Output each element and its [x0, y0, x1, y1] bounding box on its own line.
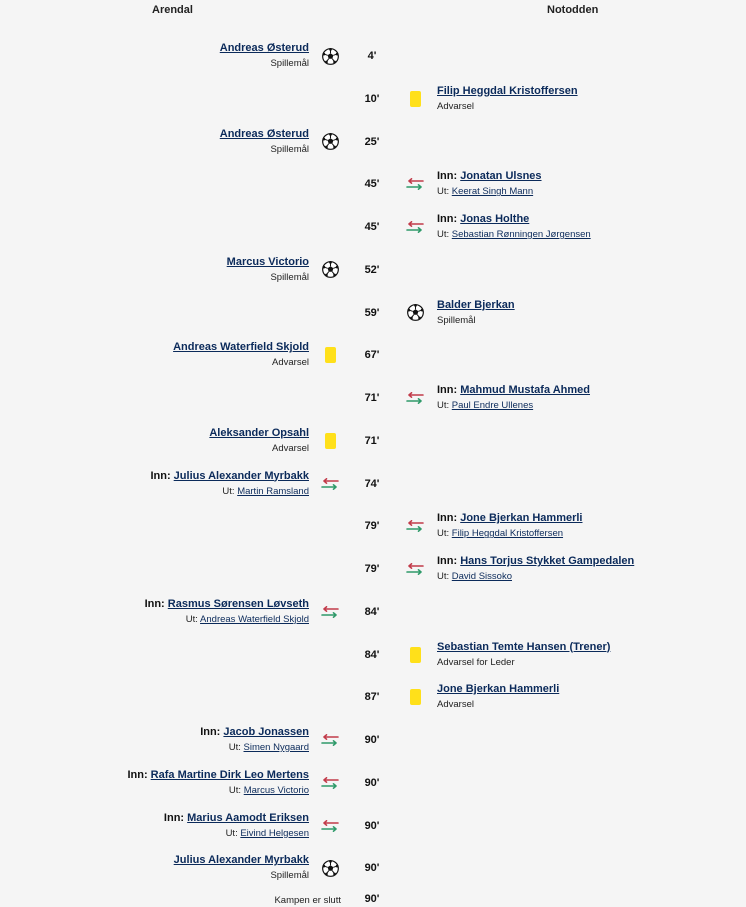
player-line [174, 853, 309, 868]
substitution-icon [321, 475, 339, 493]
event-details [437, 169, 542, 199]
event-minute: 90' [364, 862, 380, 875]
event-minute: 67' [364, 349, 380, 362]
yellow-card-icon [406, 90, 424, 108]
player-link[interactable]: Marcus Victorio [226, 255, 309, 268]
event-details [173, 340, 309, 370]
in-label: Inn: [127, 768, 151, 781]
event-minute: 45' [364, 178, 380, 191]
out-label: Ut: [185, 613, 201, 625]
event-minute: 45' [364, 221, 380, 233]
player-line [437, 640, 610, 655]
out-label: Ut: [225, 827, 241, 839]
substitution-icon [406, 560, 424, 578]
event-row [0, 506, 746, 546]
substitution-icon [321, 603, 339, 621]
player-out-line [200, 740, 309, 755]
substitution-icon [406, 389, 424, 407]
event-minute: 25' [364, 135, 380, 148]
event-details [437, 298, 515, 328]
in-label: Inn: [144, 597, 168, 610]
event-note: Spillemål [270, 271, 309, 283]
player-line [437, 84, 578, 99]
event-minute: 4' [367, 50, 377, 62]
event-note: Spillemål [270, 58, 309, 69]
event-row [0, 549, 746, 589]
player-in-link[interactable]: Jonas Holthe [460, 213, 530, 225]
in-label: Inn: [200, 726, 224, 738]
event-details [200, 725, 309, 755]
event-details [437, 84, 578, 114]
event-row [0, 421, 746, 461]
player-out-line [127, 783, 309, 798]
event-details [437, 212, 591, 242]
player-link[interactable]: Balder Bjerkan [437, 298, 515, 311]
player-line [437, 682, 559, 697]
event-row [0, 592, 746, 632]
event-details [220, 127, 309, 157]
player-link[interactable]: Andreas Østerud [219, 42, 309, 54]
player-line [220, 41, 309, 56]
event-minute: 59' [364, 306, 380, 319]
event-note: Advarsel for Leder [437, 656, 515, 668]
event-note: Advarsel [272, 442, 309, 454]
event-details [437, 383, 590, 413]
player-out-line [437, 569, 634, 584]
football-icon [321, 261, 339, 279]
substitution-icon [406, 218, 424, 236]
football-icon [321, 133, 339, 151]
event-minute: 90' [364, 734, 380, 746]
event-details [437, 682, 559, 712]
out-label: Ut: [437, 186, 452, 198]
event-minute: 84' [364, 605, 380, 618]
yellow-card-icon [321, 346, 339, 364]
yellow-card-icon [406, 646, 424, 664]
event-minute: 79' [364, 520, 380, 533]
event-row [0, 293, 746, 333]
player-in-link[interactable]: Jacob Jonassen [223, 726, 309, 738]
substitution-icon [321, 817, 339, 835]
event-details [145, 597, 309, 627]
event-details [209, 426, 309, 456]
out-label: Ut: [437, 229, 452, 240]
in-label: Inn: [163, 811, 188, 824]
player-in-line [437, 554, 634, 569]
player-line [220, 127, 309, 142]
event-minute: 87' [364, 691, 380, 704]
event-row [0, 250, 746, 290]
yellow-card-icon [321, 432, 339, 450]
event-details [220, 41, 309, 71]
event-details [127, 768, 309, 798]
event-note: Spillemål [270, 870, 309, 882]
event-row [0, 164, 746, 204]
event-minute: 79' [364, 563, 380, 575]
event-minute: 90' [364, 776, 380, 789]
player-in-line [150, 469, 309, 484]
player-line [227, 255, 309, 270]
player-out-link[interactable]: Andreas Waterfield Skjold [200, 613, 309, 625]
in-label: Inn: [437, 213, 461, 225]
player-in-line [164, 811, 309, 826]
out-label: Ut: [222, 485, 238, 497]
player-in-link[interactable]: Mahmud Mustafa Ahmed [460, 384, 590, 396]
player-in-line [437, 383, 590, 398]
in-label: Inn: [437, 384, 461, 396]
event-row [0, 36, 746, 76]
substitution-icon [406, 175, 424, 193]
player-line [209, 426, 309, 441]
in-label: Inn: [437, 512, 461, 525]
player-in-link[interactable]: Julius Alexander Myrbakk [173, 469, 309, 482]
event-note: Advarsel [437, 699, 474, 711]
player-link[interactable]: Andreas Østerud [219, 127, 309, 140]
player-out-link[interactable]: David Sissoko [451, 571, 512, 582]
player-out-link[interactable]: Sebastian Rønningen Jørgensen [451, 229, 591, 240]
event-row [0, 806, 746, 846]
event-minute: 10' [364, 92, 380, 105]
event-row [0, 207, 746, 247]
event-row [0, 335, 746, 375]
substitution-icon [321, 731, 339, 749]
player-out-line [150, 484, 309, 499]
event-minute: 52' [364, 263, 380, 276]
event-note: Spillemål [437, 314, 476, 326]
event-row [0, 122, 746, 162]
out-label: Ut: [228, 742, 244, 753]
player-link[interactable]: Jone Bjerkan Hammerli [437, 683, 560, 696]
player-out-link[interactable]: Simen Nygaard [243, 742, 309, 753]
player-in-link[interactable]: Jone Bjerkan Hammerli [460, 512, 583, 525]
player-in-line [437, 212, 591, 227]
player-out-link[interactable]: Marcus Victorio [243, 784, 309, 796]
player-link[interactable]: Aleksander Opsahl [209, 426, 309, 439]
player-in-line [437, 511, 583, 526]
event-note: Advarsel [272, 357, 309, 369]
event-details [437, 511, 583, 541]
away-team-name: Notodden [547, 4, 599, 16]
event-details [437, 554, 634, 584]
event-row [0, 763, 746, 803]
player-in-line [127, 768, 309, 783]
player-out-line [437, 398, 590, 413]
player-out-link[interactable]: Filip Heggdal Kristoffersen [451, 528, 564, 540]
player-out-link[interactable]: Keerat Singh Mann [451, 186, 534, 198]
player-in-link[interactable]: Rafa Martine Dirk Leo Mertens [150, 768, 309, 781]
event-note: Spillemål [270, 143, 309, 155]
player-out-link[interactable]: Martin Ramsland [237, 485, 309, 497]
player-out-line [437, 526, 583, 541]
player-link[interactable]: Andreas Waterfield Skjold [173, 341, 309, 354]
in-label: Inn: [437, 555, 461, 567]
in-label: Inn: [150, 469, 174, 482]
player-link[interactable]: Filip Heggdal Kristoffersen [437, 84, 578, 97]
out-label: Ut: [437, 400, 452, 411]
event-details [174, 853, 309, 883]
player-in-line [437, 169, 542, 184]
event-row [0, 79, 746, 119]
player-out-line [437, 227, 591, 242]
event-row [0, 677, 746, 717]
player-in-link[interactable]: Hans Torjus Stykket Gampedalen [460, 555, 635, 567]
event-row [0, 464, 746, 504]
player-link[interactable]: Julius Alexander Myrbakk [173, 854, 309, 867]
out-label: Ut: [228, 784, 244, 796]
in-label: Inn: [437, 170, 461, 183]
player-in-link[interactable]: Marius Aamodt Eriksen [187, 811, 309, 824]
football-icon [321, 47, 339, 65]
event-row [0, 378, 746, 418]
yellow-card-icon [406, 688, 424, 706]
player-in-link[interactable]: Rasmus Sørensen Løvseth [167, 597, 309, 610]
match-end-minute: 90' [364, 893, 380, 905]
match-end-text: Kampen er slutt [274, 895, 341, 906]
event-details [227, 255, 309, 285]
player-out-line [437, 184, 542, 199]
football-icon [321, 859, 339, 877]
player-link[interactable]: Sebastian Temte Hansen (Trener) [437, 640, 611, 653]
player-out-link[interactable]: Eivind Helgesen [240, 827, 309, 839]
player-in-line [145, 597, 309, 612]
event-details [437, 640, 610, 670]
out-label: Ut: [437, 571, 452, 582]
event-minute: 71' [364, 392, 380, 404]
event-row [0, 848, 746, 888]
player-out-line [145, 612, 309, 627]
event-minute: 74' [364, 477, 380, 490]
event-row [0, 720, 746, 760]
home-team-name: Arendal [152, 4, 193, 16]
event-row [0, 635, 746, 675]
event-details [164, 811, 309, 841]
substitution-icon [406, 517, 424, 535]
event-note: Advarsel [437, 100, 474, 112]
event-details [150, 469, 309, 499]
substitution-icon [321, 774, 339, 792]
football-icon [406, 304, 424, 322]
player-in-line [200, 725, 309, 740]
player-out-line [164, 826, 309, 841]
player-line [437, 298, 515, 313]
out-label: Ut: [437, 528, 452, 540]
event-minute: 90' [364, 819, 380, 832]
player-in-link[interactable]: Jonatan Ulsnes [460, 170, 542, 183]
event-minute: 71' [364, 434, 380, 447]
player-line [173, 340, 309, 355]
event-minute: 84' [364, 648, 380, 661]
player-out-link[interactable]: Paul Endre Ullenes [451, 400, 534, 411]
